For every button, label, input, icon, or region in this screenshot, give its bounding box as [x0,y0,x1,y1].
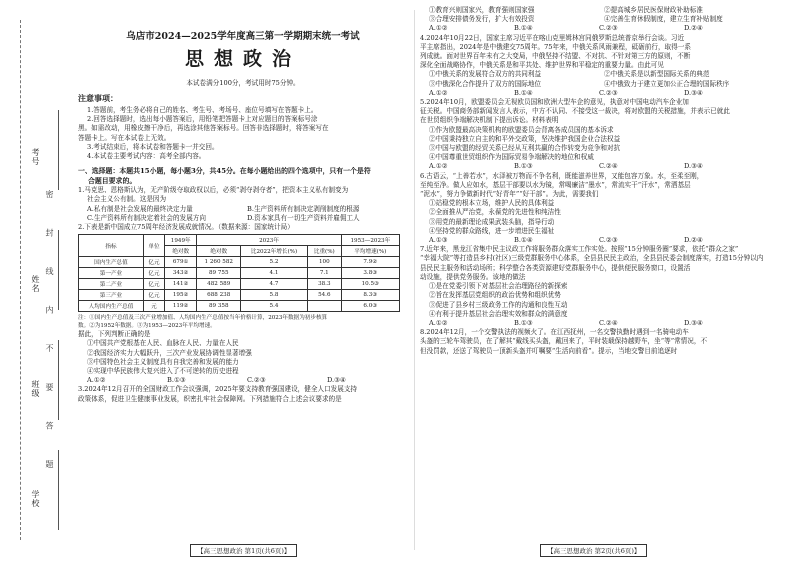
q4-stem: 列成就。面对世界百年未有之大变局，中俄坚持不结盟、不对抗、不针对第三方的原则，不断 [420,52,691,61]
th-1949: 1949年 [165,235,197,246]
q3-option-c[interactable]: C.②③ [599,24,618,33]
cell: 亿元 [143,257,164,268]
q3-option-b[interactable]: B.①④ [514,24,533,33]
q4-option-c[interactable]: C.②③ [599,88,618,97]
q4-stem: 深化全面战略协作，中俄关系是和平共处、维护世界和平稳定的重要力量。由此可见 [420,61,664,70]
seal-line [20,20,21,540]
note-line: 答题卡上。写在本试卷上无效。 [78,133,171,142]
th-avg: 1953—2023年 [341,235,399,246]
q6-stem: 6.古语云，“上善若水”，水泽被万物而不争名利，既能滋养世界，又能包容万象。水，至柔至刚， [420,171,704,180]
table-note: 注：①国内生产总值及三次产业增加值、人均国内生产总值按当年价格计算，2023年数据为初步核算 [78,315,328,322]
cell: 141② [165,279,197,290]
cell: 亿元 [143,268,164,279]
footer-right: 【高三思想政治 第2页(共6页)】 [540,544,647,557]
q1-option-d[interactable]: D.资本家具有一切生产资料并雇佣工人 [247,213,360,222]
q5-stem: 5.2024年10月，欧盟委员会无视欧员国和欧洲大型车企的意见，执意对中国电动汽车企业加 [420,98,689,107]
cell: 679① [165,257,197,268]
q6-option-a[interactable]: A.①③ [429,236,448,245]
th-index: 指标 [79,235,144,257]
q7-stem: 动设施，提供党务服务。该地的做法 [420,272,526,281]
q2-option-d[interactable]: D.③④ [327,376,346,385]
seal-warning: 密 封 线 内 不 要 答 题 [45,190,54,482]
cell: 343② [165,268,197,279]
note-line: 4.本试卷主要考试内容：高考全部内容。 [87,152,206,161]
notes-title: 注意事项： [78,93,118,103]
q7-item: ④有利于提升基层社会治理实效和群众的满意度 [429,309,568,318]
q2-item: ③中国特色社会主义制度具有自我完善和发展的能力 [87,357,239,366]
q6-options-row [420,236,786,245]
q7-item: ①是在党委引领下对基层社会治理路径的新探索 [429,282,568,291]
note-line: 3.考试结束后，将本试卷和答题卡一并交回。 [87,142,219,151]
q1-stem: 1.马克思、恩格斯认为，无产阶级夺取政权以后，必须“剥夺剥夺者”，把资本主义私有制变为 [78,186,349,195]
cell [307,301,341,312]
binding-margin [0,0,74,561]
th-avg-rate: 平均增速(%) [341,246,399,257]
name-label: 姓名 [31,275,40,293]
q2-question: 据此，下列判断正确的是 [78,330,151,339]
class-label: 班级 [31,380,40,398]
q6-stem: 至纯至净。做人应如水，基层干部要以水为镜，常喝廉洁“墨水”，常流实干“汗水”，常洒基层 [420,180,691,189]
table-row [79,279,400,290]
cell: 4.7 [241,279,308,290]
th-share: 比重(%) [307,246,341,257]
q8-stem: 但没罚款，还送了驾驶员一顶新头盔并叮嘱要“生活向前看”。提示，当地交警目前追逐时 [420,346,678,355]
q7-stem: 7.近年来，黑龙江省集中民主议政工作将服务群众落实工作实处。按照“15分钟服务圈”要求，依托“群众之家” [420,245,739,254]
cell: 4.1 [241,268,308,279]
cell: 100 [307,257,341,268]
table-row [79,301,400,312]
cell: 119② [165,301,197,312]
q3-item: ①教育兴则国家兴，教育强则国家强 [429,6,535,14]
q7-item: ③促进了县乡村三级政务工作的沟通和良性互动 [429,300,568,309]
score-info: 本试卷满分100分，考试用时75分钟。 [186,79,300,87]
q2-item: ①中国共产党根基在人民、血脉在人民、力量在人民 [87,339,239,348]
q6-stem: “泥水”，努力争做新时代“好青年”“好干部”。为此，需要我们 [420,190,599,199]
cell: 5.2 [241,257,308,268]
note-line: 黑。如需改动，用橡皮擦干净后，再选涂其他答案标号。回答非选择题时，将答案写在 [78,124,329,133]
q8-stem: 8.2024年12月，一个交警执法的视频火了。在江西抚州，一名交警执勤时遇到一名骑电动车 [420,328,689,337]
cell: 5.8 [241,290,308,301]
q1-option-a[interactable]: A.私有制是社会发展的最终决定力量 [87,204,193,213]
exam-no-label: 考号 [31,148,40,166]
q5-option-a[interactable]: A.①② [429,162,448,171]
q6-option-b[interactable]: B.①④ [514,236,533,245]
q3-items-row [420,15,786,24]
cell: 7.1 [307,268,341,279]
cell: 688 238 [197,290,241,301]
section-title-2: 合题目要求的。 [88,176,137,185]
q7-option-d[interactable]: D.③④ [684,318,703,327]
th-1949-abs: 绝对数 [165,246,197,257]
note-line: 2.回答选择题时，选出每小题答案后，用铅笔把答题卡上对应题目的答案标号涂 [87,115,318,124]
cell: 89 358 [197,301,241,312]
th-growth: 比2022年增长(%) [241,246,308,257]
cell: 482 589 [197,279,241,290]
economy-table [78,234,400,312]
cell: 7.9② [341,257,399,268]
school-label: 学校 [31,490,40,508]
q4-items-row [420,70,786,79]
q4-option-b[interactable]: B.①④ [514,88,533,97]
q6-item: ③用党的最新理论成果武装头脑，指导行动 [429,217,555,226]
cell: 54.6 [307,290,341,301]
q4-stem: 4.2024年10月22日，国家主席习近平在喀山克里姆林宫同俄罗斯总统普京举行会谈。习近 [420,33,685,42]
q5-option-b[interactable]: B.①③ [514,162,533,171]
q3-stem: 政策体系，促进卫生健康事业发展，织密扎牢社会保障网。下列措施符合上述会议要求的是 [78,394,342,403]
q4-stem: 平主席指出，2024年是中俄建交75周年。75年来，中俄关系风雨兼程，砥砺前行，取得一系 [420,42,691,51]
q3-stem: 3.2024年12月召开的全国财政工作会议强调，2025年要支持教育强国建设，健全人口发展支持 [78,385,358,394]
name-blank [58,230,59,310]
q1-options-row [78,214,408,223]
q1-options-row [78,205,408,214]
exam-title: 乌店市2024—2025学年度高三第一学期期末统一考试 [126,31,360,42]
q5-item: ④中国尊重世贸组织作为国际贸易争端解决的地位和权威 [429,153,594,162]
th-abs: 绝对数 [197,246,241,257]
cell: 亿元 [143,279,164,290]
q7-options-row [420,319,786,328]
q4-item: ①中俄关系的发展符合双方的共同利益 [429,70,542,79]
q3-option-d[interactable]: D.②④ [684,24,703,33]
cell: 89 755 [197,268,241,279]
q1-option-c[interactable]: C.生产资料所有制决定着社会的发展方向 [87,213,206,222]
table-note: 数。②为1952年数据。③为1953—2023年平均增速。 [78,323,216,330]
q3-item: ③合理安排债务发行，扩大有效投资 [429,15,535,24]
q2-options-row [78,376,408,385]
q3-item: ②提高城乡居民医保财政补助标准 [604,6,703,14]
q7-option-b[interactable]: B.①③ [514,318,533,327]
page-right [420,6,786,554]
q5-stem: 征关税。中国商务部新闻发言人表示，中方不认同、不接受这一裁决，将对欧盟的关税措施，并表示已就此 [420,107,730,116]
q1-stem: 社会主义公有制。这是因为 [87,195,167,204]
section-title: 一、选择题：本题共15小题，每小题3分，共45分。在每小题给出的四个选项中，只有一个是符 [78,167,371,176]
th-unit: 单位 [143,235,164,257]
cell: 第二产业 [79,279,144,290]
q6-item: ①站稳党的根本立场，维护人民的具体利益 [429,199,555,208]
q2-item: ④实现中华民族伟大复兴进入了不可逆转的历史进程 [87,367,239,376]
q7-stem: 县民民主服务和活动场所；科学整合各类资源建好党群服务中心，提供便民服务窗口，设置活 [420,263,691,272]
cell: 国内生产总值 [79,257,144,268]
q8-stem: 头盔的三轮车驾驶员，在了解其“戴线买头盔，戴回来了，平时装载保持越野车，坐“等”常情况，不 [420,337,708,346]
q3-option-a[interactable]: A.①② [429,24,448,33]
column-divider [414,10,415,550]
q6-option-c[interactable]: C.②③ [599,236,618,245]
q4-items-row [420,80,786,89]
cell: 10.5③ [341,279,399,290]
cell: 3.8③ [341,268,399,279]
th-2023: 2023年 [197,235,341,246]
q5-options-row [420,162,786,171]
q5-item: ②中国秉持独立自主的和平外交政策，坚决维护我国企业合法权益 [429,134,621,143]
table-row [79,257,400,268]
q4-option-d[interactable]: D.③④ [684,88,703,97]
q7-item: ②旨在发挥基层党组织的政治优势和组织优势 [429,291,561,300]
cell: 38.3 [307,279,341,290]
q5-item: ①作为欧盟最高决策机构的欧盟委员会背离各成员国的基本诉求 [429,125,614,134]
cell: 5.4 [241,301,308,312]
q7-option-c[interactable]: C.②④ [599,318,618,327]
q2-option-c[interactable]: C.②③ [247,376,266,385]
cell: 第一产业 [79,268,144,279]
subject-title: 思想政治 [184,48,301,70]
q2-item: ②我国经济实力大幅跃升，三次产业发展协调性显著增强 [87,348,252,357]
q4-item: ②中俄关系是以新型国际关系的典范 [604,70,710,79]
q3-items-row [420,6,786,15]
q7-option-a[interactable]: A.①② [429,318,448,327]
cell: 元 [143,301,164,312]
q6-item: ②全面推从严治党，永葆党的先进性和纯洁性 [429,208,561,217]
q7-stem: “幸福大院”等打造县乡村(社区)三级党群服务中心体系，全县县民民主政治，全县县民委会制度落实，打造15分钟以内 [420,254,764,263]
q3-options-row [420,24,786,33]
note-line: 1.答题前，考生务必将自己的姓名、考生号、考场号、座位号填写在答题卡上。 [87,106,318,114]
q4-item: ③中俄深化合作提升了双方的国际地位 [429,79,542,88]
table-row [79,290,400,301]
class-blank [58,340,59,420]
page-left [78,6,408,554]
q5-option-c[interactable]: C.②④ [599,162,618,171]
q5-option-d[interactable]: D.③④ [684,162,703,171]
q4-option-a[interactable]: A.①② [429,88,448,97]
q4-options-row [420,89,786,98]
q6-item: ④坚持党的群众路线，进一步增进民生福祉 [429,226,555,235]
cell: 人均国内生产总值 [79,301,144,312]
exam-no-blank [58,110,59,190]
q1-option-b[interactable]: B.生产资料所有制决定剥削制度的根源 [247,204,360,213]
school-blank [58,450,59,530]
cell: 6.0③ [341,301,399,312]
table-row [79,268,400,279]
q4-item: ④中俄致力于建立更加公正合理的国际秩序 [604,79,730,88]
footer-left: 【高三思想政治 第1页(共6页)】 [190,544,297,557]
q2-option-a[interactable]: A.①② [87,376,106,385]
cell: 195② [165,290,197,301]
q2-option-b[interactable]: B.①③ [167,376,186,385]
q6-option-d[interactable]: D.②④ [684,236,703,245]
q3-item: ④完善生育休假制度，建立生育补贴制度 [604,15,723,24]
cell: 8.3③ [341,290,399,301]
cell: 第三产业 [79,290,144,301]
q5-stem: 在世贸组织争端解决机制下提出诉讼。材料表明 [420,116,559,125]
cell: 亿元 [143,290,164,301]
cell: 1 260 582 [197,257,241,268]
q2-stem: 2.下表是新中国成立75周年经济发展成就情况。（数据来源：国家统计局） [78,223,294,232]
q5-item: ③中国与欧盟的经贸关系已经从互利共赢的合作转变为竞争和对抗 [429,144,621,153]
